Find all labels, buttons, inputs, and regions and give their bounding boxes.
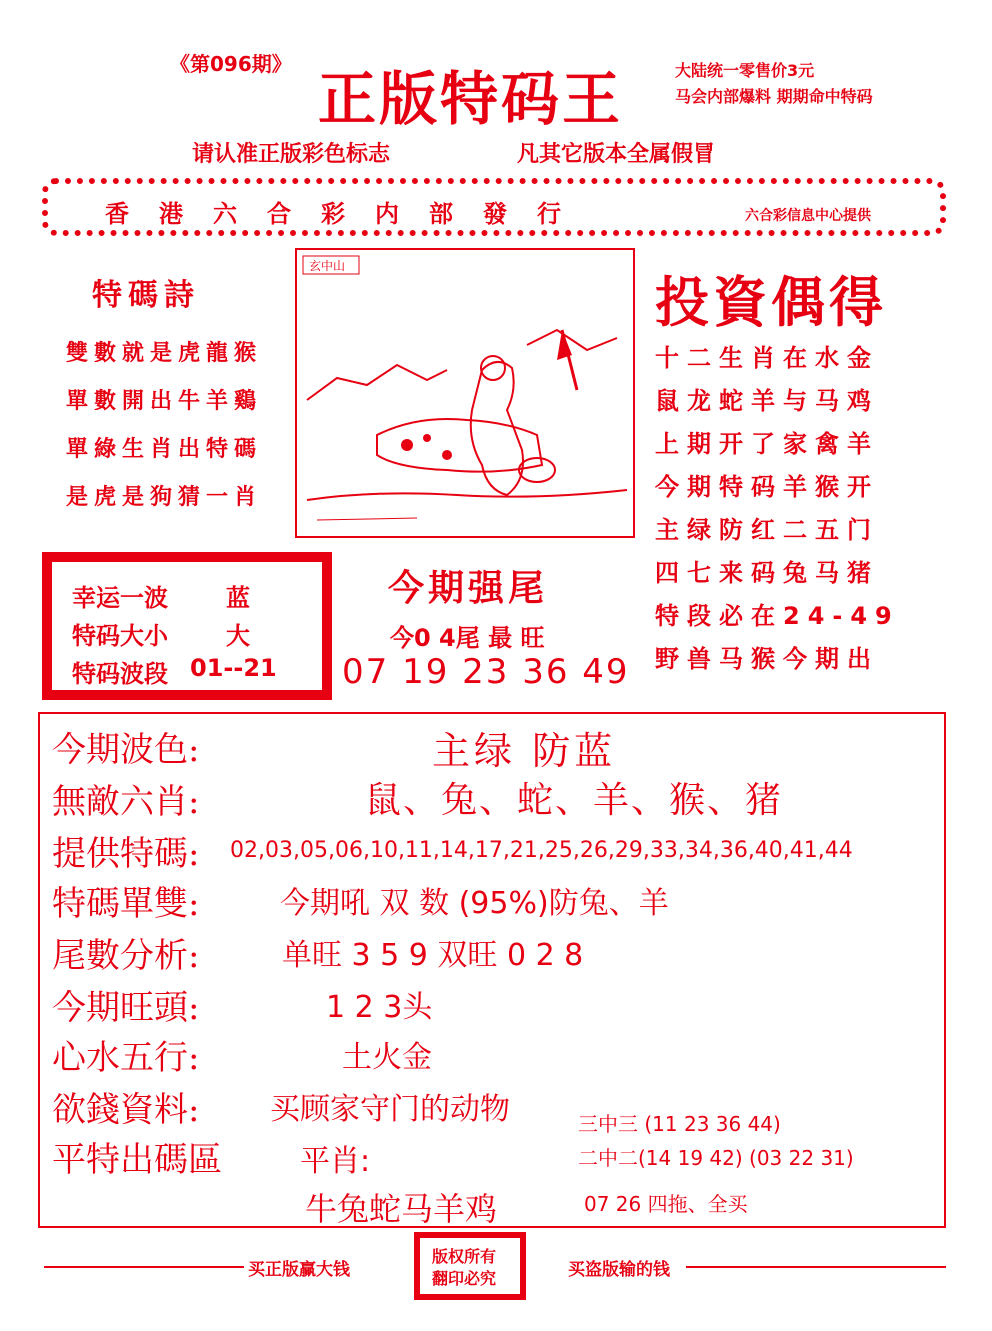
head-label: 今期旺頭: — [52, 988, 200, 1028]
head-value: 1 2 3头 — [326, 990, 433, 1025]
color-value: 主绿 防蓝 — [432, 729, 617, 773]
special-label: 提供特碼: — [52, 834, 200, 874]
flat-zodiac-value: 牛兔蛇马羊鸡 — [305, 1190, 498, 1228]
poem-line: 單綠生肖出特碼 — [66, 436, 263, 462]
issue-number: 《第096期》 — [170, 52, 292, 76]
page-title: 正版特码王 — [318, 65, 624, 133]
lucky-size-value: 大 — [226, 622, 250, 650]
fake-notice: 凡其它版本全属假冒 — [517, 142, 716, 167]
lucky-wave-value: 蓝 — [226, 584, 250, 612]
footer-divider-left — [44, 1266, 244, 1268]
zodiac-value: 鼠、兔、蛇、羊、猴、猪 — [365, 780, 784, 821]
tail-value: 单旺 3 5 9 双旺 0 2 8 — [282, 938, 584, 973]
riddle-line: 今期特码羊猴开 — [655, 473, 879, 501]
money-value: 买顾家守门的动物 — [270, 1092, 510, 1127]
riddle-line: 野兽马猴今期出 — [655, 645, 879, 673]
special-numbers: 02,03,05,06,10,11,14,17,21,25,26,29,33,34,36,40,41,44 — [230, 838, 853, 863]
lucky-range-value: 01--21 — [190, 654, 277, 682]
money-label: 欲錢資料: — [52, 1090, 200, 1130]
color-label: 今期波色: — [52, 730, 200, 770]
footer-left-text: 买正版赢大钱 — [248, 1260, 350, 1280]
illustration-drawing — [297, 250, 633, 536]
strong-tail-numbers: 07 19 23 36 49 — [342, 652, 630, 692]
riddle-line: 十二生肖在水金 — [655, 344, 879, 372]
strong-tail-title: 今期强尾 — [388, 568, 549, 609]
footer-divider-right — [686, 1266, 946, 1268]
riddle-line: 鼠龙蛇羊与马鸡 — [655, 387, 879, 415]
illustration-stamp: 玄中山 — [309, 259, 346, 273]
inside-note: 马会内部爆料 期期命中特码 — [675, 87, 873, 106]
wuxing-label: 心水五行: — [52, 1038, 200, 1078]
recognize-notice: 请认准正版彩色标志 — [192, 142, 391, 167]
scholar-illustration — [295, 248, 635, 538]
four-drag: 07 26 四拖、全买 — [584, 1192, 748, 1216]
tail-label: 尾數分析: — [52, 936, 200, 976]
poem-line: 單數開出牛羊鷄 — [66, 388, 263, 414]
issuer-text: 香港六合彩内部發行 — [105, 199, 591, 228]
three-in-three: 三中三 (11 23 36 44) — [578, 1112, 781, 1136]
flat-zodiac-label: 平肖: — [300, 1144, 371, 1179]
riddle-line: 四七来码兔马猪 — [655, 559, 879, 587]
price-note: 大陆统一零售价3元 — [675, 61, 815, 80]
wuxing-value: 土火金 — [342, 1040, 432, 1075]
riddle-line: 特段必在24-49 — [655, 602, 900, 630]
copyright-line1: 版权所有 — [432, 1247, 497, 1266]
poem-title: 特碼詩 — [92, 278, 200, 313]
riddle-line: 上期开了家禽羊 — [655, 430, 879, 458]
strong-tail-subtitle: 今0 4尾 最 旺 — [390, 624, 545, 652]
two-in-two: 二中二(14 19 42) (03 22 31) — [578, 1146, 854, 1170]
lucky-range-label: 特码波段 — [72, 660, 168, 688]
oddeven-value: 今期吼 双 数 (95%)防兔、羊 — [280, 886, 669, 921]
invest-title: 投資偶得 — [655, 270, 887, 334]
oddeven-label: 特碼單雙: — [52, 884, 200, 924]
poem-line: 雙數就是虎龍猴 — [66, 340, 263, 366]
zodiac-label: 無敵六肖: — [52, 782, 200, 822]
copyright-line2: 翻印必究 — [432, 1269, 497, 1288]
poem-line: 是虎是狗猜一肖 — [66, 484, 263, 510]
provider-text: 六合彩信息中心提供 — [745, 208, 871, 224]
riddle-line: 主绿防红二五门 — [655, 516, 879, 544]
footer-right-text: 买盗版输的钱 — [568, 1260, 670, 1280]
lucky-size-label: 特码大小 — [72, 622, 168, 650]
flat-label: 平特出碼區 — [52, 1140, 222, 1180]
lucky-wave-label: 幸运一波 — [72, 584, 168, 612]
